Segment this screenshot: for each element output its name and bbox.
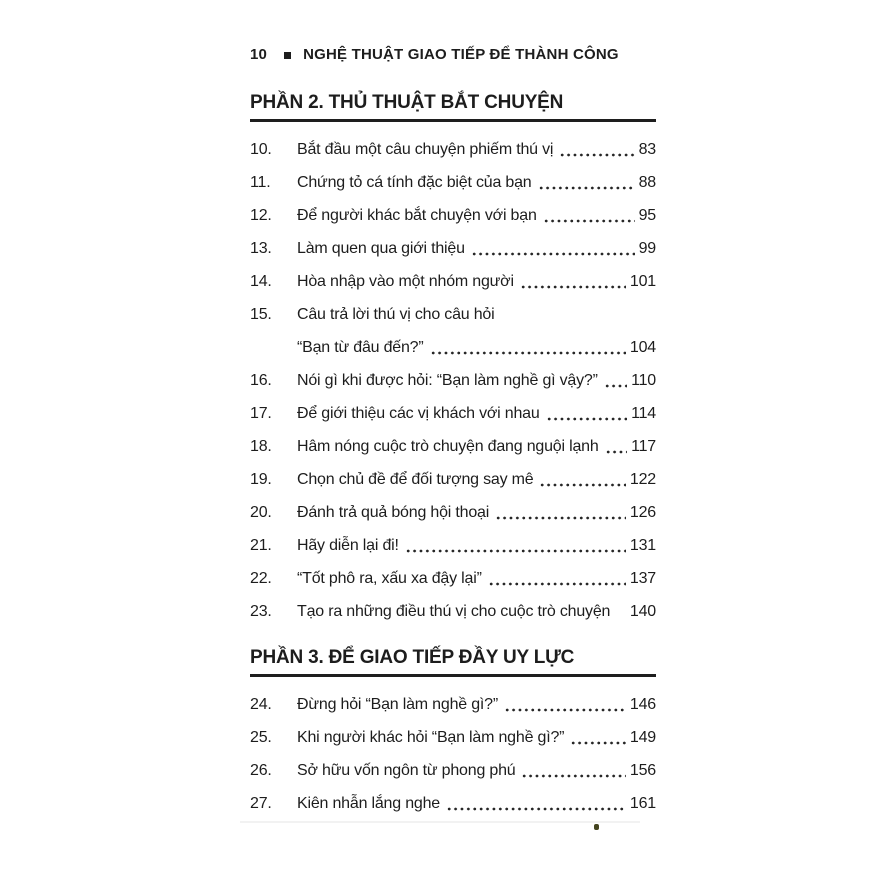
toc-item-title: Hãy diễn lại đi!	[297, 537, 399, 554]
toc-item-page-number: 110	[631, 372, 656, 389]
dot-leader	[543, 214, 635, 224]
toc-item	[250, 404, 656, 424]
toc-item-number: 10.	[250, 141, 272, 158]
toc-item-number: 19.	[250, 471, 272, 488]
toc-item-page-number: 122	[629, 471, 656, 488]
dot-leader	[546, 412, 628, 422]
toc-item	[250, 206, 656, 226]
toc-item-number: 23.	[250, 603, 272, 620]
toc-item-number: 22.	[250, 570, 272, 587]
toc-item-title: “Tốt phô ra, xấu xa đậy lại”	[297, 570, 482, 587]
toc-item	[250, 272, 656, 292]
toc-list	[250, 140, 656, 622]
toc-item-page-number: 114	[631, 405, 656, 422]
toc-list	[250, 695, 656, 814]
toc-item-title: Để người khác bắt chuyện với bạn	[297, 207, 537, 224]
toc-item-number: 16.	[250, 372, 272, 389]
toc-item-title: Đừng hỏi “Bạn làm nghề gì?”	[297, 696, 498, 713]
dot-leader	[605, 445, 628, 455]
toc-item-page-number: 117	[631, 438, 656, 455]
toc-item-title-continued: “Bạn từ đâu đến?”	[297, 339, 424, 356]
toc-item-number: 18.	[250, 438, 272, 455]
toc-item-number: 12.	[250, 207, 272, 224]
toc-item-number: 26.	[250, 762, 272, 779]
section-heading: PHẦN 2. THỦ THUẬT BẮT CHUYỆN	[250, 92, 656, 122]
dot-leader	[446, 802, 626, 812]
toc-item-number: 11.	[250, 174, 271, 191]
dot-leader	[604, 379, 627, 389]
toc-item-title: Chứng tỏ cá tính đặc biệt của bạn	[297, 174, 532, 191]
toc-item	[250, 794, 656, 814]
toc-item-number: 21.	[250, 537, 272, 554]
section-heading: PHẦN 3. ĐỂ GIAO TIẾP ĐẦY UY LỰC	[250, 647, 656, 677]
toc-item	[250, 503, 656, 523]
toc-item-line2	[297, 338, 656, 358]
toc-item-page-number: 140	[629, 603, 656, 620]
toc-item-page-number: 101	[629, 273, 656, 290]
toc-item	[250, 761, 656, 781]
dot-leader	[495, 511, 626, 521]
toc-item	[250, 239, 656, 259]
toc-item-title: Để giới thiệu các vị khách với nhau	[297, 405, 540, 422]
toc-item	[250, 695, 656, 715]
toc-item	[250, 305, 656, 358]
toc-item	[250, 536, 656, 556]
dot-leader	[471, 247, 635, 257]
dot-leader	[539, 478, 625, 488]
toc-item-number: 17.	[250, 405, 272, 422]
toc-item	[250, 728, 656, 748]
dot-leader	[559, 148, 634, 158]
book-title: NGHỆ THUẬT GIAO TIẾP ĐỂ THÀNH CÔNG	[303, 46, 619, 63]
toc-item-page-number: 137	[629, 570, 656, 587]
toc-item-title: Khi người khác hỏi “Bạn làm nghề gì?”	[297, 729, 565, 746]
toc-item-title: Nói gì khi được hỏi: “Bạn làm nghề gì vậy?”	[297, 372, 598, 389]
toc-item-title: Câu trả lời thú vị cho câu hỏi	[297, 306, 495, 323]
toc-item-title: Bắt đầu một câu chuyện phiếm thú vị	[297, 141, 554, 158]
toc-item-title: Đánh trả quả bóng hội thoại	[297, 504, 490, 521]
toc-item-number: 13.	[250, 240, 272, 257]
toc-item-page-number: 99	[638, 240, 656, 257]
dot-leader	[405, 544, 626, 554]
toc-item-number: 14.	[250, 273, 272, 290]
folio-page-number: 10	[250, 46, 268, 63]
toc-item-title: Chọn chủ đề để đối tượng say mê	[297, 471, 534, 488]
dot-leader	[430, 346, 626, 356]
toc-item-number: 20.	[250, 504, 272, 521]
table-of-contents	[250, 92, 656, 814]
scan-artifact-dot	[594, 824, 599, 830]
toc-item-page-number: 83	[638, 141, 656, 158]
toc-item-page-number: 95	[638, 207, 656, 224]
toc-item	[250, 140, 656, 160]
toc-item-title: Kiên nhẫn lắng nghe	[297, 795, 440, 812]
dot-leader	[538, 181, 635, 191]
toc-item	[250, 437, 656, 457]
toc-item	[250, 173, 656, 193]
toc-item-page-number: 131	[629, 537, 656, 554]
dot-leader	[488, 577, 626, 587]
toc-item-page-number: 126	[629, 504, 656, 521]
running-head	[250, 46, 656, 64]
toc-item-page-number: 149	[629, 729, 656, 746]
toc-item-number: 25.	[250, 729, 272, 746]
toc-item	[250, 569, 656, 589]
toc-item-title: Sở hữu vốn ngôn từ phong phú	[297, 762, 516, 779]
toc-item-title: Hòa nhập vào một nhóm người	[297, 273, 514, 290]
square-bullet-icon	[284, 52, 291, 59]
toc-item-number: 15.	[250, 306, 272, 323]
toc-item-page-number: 146	[629, 696, 656, 713]
toc-content	[250, 46, 656, 814]
toc-item-page-number: 156	[629, 762, 656, 779]
toc-item-number: 27.	[250, 795, 272, 812]
dot-leader	[570, 736, 626, 746]
toc-item-title: Làm quen qua giới thiệu	[297, 240, 465, 257]
dot-leader	[504, 703, 626, 713]
toc-item	[250, 602, 656, 622]
toc-item-page-number: 88	[638, 174, 656, 191]
toc-item-body	[297, 305, 656, 358]
scan-artifact-streak	[240, 821, 640, 823]
dot-leader	[521, 769, 625, 779]
toc-item-title: Hâm nóng cuộc trò chuyện đang nguội lạnh	[297, 438, 599, 455]
toc-item-page-number: 161	[629, 795, 656, 812]
toc-item	[250, 470, 656, 490]
toc-item-title: Tạo ra những điều thú vị cho cuộc trò chuyện	[297, 603, 611, 620]
toc-item-number: 24.	[250, 696, 272, 713]
dot-leader	[520, 280, 626, 290]
toc-item-page-number: 104	[629, 339, 656, 356]
toc-item	[250, 371, 656, 391]
